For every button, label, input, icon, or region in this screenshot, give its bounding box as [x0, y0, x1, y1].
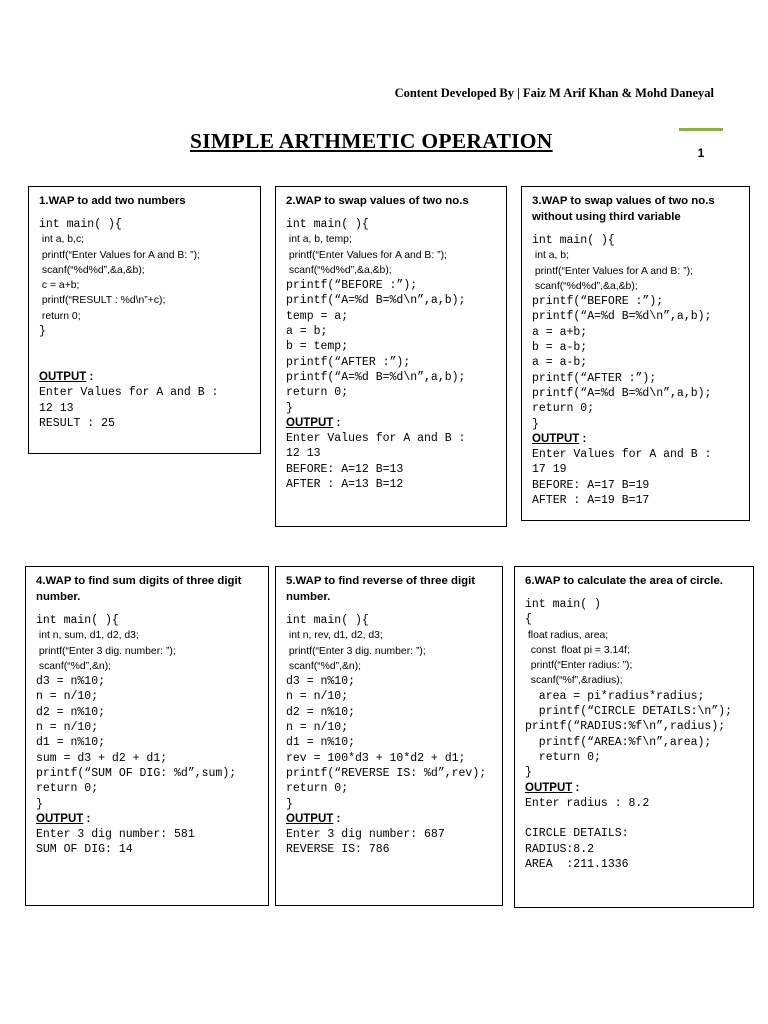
program-box-1	[28, 186, 261, 454]
content-credit: Content Developed By | Faiz M Arif Khan & Mohd Daneyal	[394, 86, 714, 100]
code-line	[39, 355, 252, 370]
code-line: printf(“BEFORE :”);	[532, 295, 664, 309]
code-line: return 0;	[525, 750, 601, 764]
code-line: }	[525, 766, 532, 780]
code-line: int a, b,c;	[39, 234, 85, 246]
program-box-4	[25, 566, 269, 906]
code-line: temp = a;	[286, 309, 349, 323]
program-box-2	[275, 186, 507, 527]
output-line: Enter 3 dig number: 687	[286, 828, 445, 842]
code-line: n = n/10;	[36, 721, 99, 735]
output-line: AFTER : A=19 B=17	[532, 494, 650, 508]
code-line: b = a-b;	[532, 341, 588, 355]
code-line: n = n/10;	[286, 690, 349, 704]
output-label-text: OUTPUT	[286, 416, 334, 429]
code-line: int main( ){	[532, 234, 615, 247]
code-line: scanf(“%d%d”,&a,&b);	[532, 280, 638, 292]
code-line: printf(“BEFORE :”);	[286, 279, 418, 293]
code-line: printf(“Enter radius: ”);	[525, 660, 633, 672]
code-line: printf(“A=%d B=%d\n”,a,b);	[286, 294, 466, 308]
page-number-rule	[679, 128, 723, 131]
code-line: int a, b, temp;	[286, 234, 352, 246]
code-line: printf(“Enter Values for A and B: ”);	[39, 249, 200, 261]
code-line: d3 = n%10;	[36, 675, 106, 689]
output-line: AREA :211.1336	[525, 858, 629, 872]
output-label-text: OUTPUT	[286, 812, 334, 825]
page-title: SIMPLE ARTHMETIC OPERATION	[190, 129, 553, 153]
output-label: OUTPUT :	[532, 432, 587, 445]
code-line: rev = 100*d3 + 10*d2 + d1;	[286, 751, 466, 765]
output-line: Enter 3 dig number: 581	[36, 828, 195, 842]
code-line: int main( ){	[36, 614, 119, 627]
output-line: RADIUS:8.2	[525, 842, 595, 856]
code-line: }	[532, 417, 539, 431]
program-box-5	[275, 566, 503, 906]
output-label-text: OUTPUT	[36, 812, 84, 825]
code-line: a = a-b;	[532, 356, 588, 370]
code-line: int a, b;	[532, 250, 569, 262]
program-heading: 5.WAP to find reverse of three digit number.	[286, 575, 476, 603]
code-line: printf(“A=%d B=%d\n”,a,b);	[532, 310, 712, 324]
code-line: return 0;	[39, 310, 81, 322]
output-line	[525, 811, 745, 826]
code-line: }	[286, 797, 293, 811]
code-line: printf(“RADIUS:%f\n”,radius);	[525, 720, 726, 734]
code-line: int n, sum, d1, d2, d3;	[36, 630, 139, 642]
code-line: scanf(“%d%d”,&a,&b);	[286, 264, 392, 276]
code-line: d2 = n%10;	[286, 705, 356, 719]
code-line: printf(“RESULT : %d\n”+c);	[39, 295, 166, 307]
code-line: printf(“AREA:%f\n”,area);	[525, 735, 712, 749]
code-line: scanf(“%f”,&radius);	[525, 675, 623, 687]
output-line: Enter Values for A and B :	[39, 386, 219, 400]
code-line: n = n/10;	[286, 721, 349, 735]
output-line: SUM OF DIG: 14	[36, 843, 133, 857]
code-line: a = a+b;	[532, 325, 588, 339]
code-line: d2 = n%10;	[36, 705, 106, 719]
code-line: printf(“A=%d B=%d\n”,a,b);	[532, 386, 712, 400]
code-line: int n, rev, d1, d2, d3;	[286, 630, 383, 642]
output-line: CIRCLE DETAILS:	[525, 827, 629, 841]
output-label-text: OUTPUT	[39, 370, 87, 383]
code-line: a = b;	[286, 325, 328, 339]
output-label: OUTPUT :	[525, 781, 580, 794]
code-line: printf(“SUM OF DIG: %d”,sum);	[36, 766, 237, 780]
page-number: 1	[697, 146, 705, 160]
code-line	[39, 339, 252, 354]
code-line: printf(“Enter Values for A and B: ”);	[286, 249, 447, 261]
code-line: n = n/10;	[36, 690, 99, 704]
program-box-3	[521, 186, 750, 521]
code-line: {	[525, 613, 532, 627]
code-line: printf(“Enter 3 dig. number: ”);	[286, 645, 426, 657]
output-line: RESULT : 25	[39, 416, 115, 430]
output-label-text: OUTPUT	[532, 432, 580, 445]
output-label: OUTPUT :	[39, 370, 94, 383]
code-line: return 0;	[36, 782, 99, 796]
code-line: scanf(“%d”,&n);	[36, 660, 112, 672]
code-line: const float pi = 3.14f;	[525, 644, 630, 656]
output-line: BEFORE: A=12 B=13	[286, 462, 404, 476]
code-line: scanf(“%d%d”,&a,&b);	[39, 264, 145, 276]
code-line: return 0;	[286, 782, 349, 796]
output-line: 12 13	[286, 447, 321, 461]
output-line: BEFORE: A=17 B=19	[532, 478, 650, 492]
program-heading: 3.WAP to swap values of two no.s without using third variable	[532, 195, 715, 223]
code-line: printf(“REVERSE IS: %d”,rev);	[286, 766, 487, 780]
output-line: Enter Values for A and B :	[286, 432, 466, 446]
code-line: area = pi*radius*radius;	[525, 689, 705, 703]
program-heading: 6.WAP to calculate the area of circle.	[525, 575, 723, 587]
output-label-text: OUTPUT	[525, 781, 573, 794]
code-line: }	[39, 325, 46, 339]
code-line: sum = d3 + d2 + d1;	[36, 751, 168, 765]
output-label: OUTPUT :	[286, 812, 341, 825]
code-line: scanf(“%d”,&n);	[286, 660, 362, 672]
program-heading: 2.WAP to swap values of two no.s	[286, 195, 469, 207]
code-line: printf(“Enter 3 dig. number: ”);	[36, 645, 176, 657]
code-line: int main( ){	[286, 614, 369, 627]
output-line: REVERSE IS: 786	[286, 843, 390, 857]
program-box-6	[514, 566, 754, 908]
code-line: d1 = n%10;	[286, 736, 356, 750]
program-heading: 1.WAP to add two numbers	[39, 195, 186, 207]
program-heading: 4.WAP to find sum digits of three digit number.	[36, 575, 242, 603]
code-line: printf(“A=%d B=%d\n”,a,b);	[286, 370, 466, 384]
code-line: b = temp;	[286, 340, 349, 354]
code-line: d3 = n%10;	[286, 675, 356, 689]
code-line: return 0;	[286, 386, 349, 400]
code-line: int main( ){	[286, 218, 369, 231]
output-line: Enter radius : 8.2	[525, 796, 650, 810]
code-line: }	[36, 797, 43, 811]
output-line: AFTER : A=13 B=12	[286, 478, 404, 492]
code-line: float radius, area;	[525, 629, 609, 641]
code-line: printf(“CIRCLE DETAILS:\n”);	[525, 705, 733, 719]
code-line: c = a+b;	[39, 280, 80, 292]
code-line: printf(“AFTER :”);	[532, 371, 657, 385]
output-line: 17 19	[532, 463, 567, 477]
code-line: return 0;	[532, 402, 595, 416]
code-line: int main( )	[525, 598, 601, 611]
output-label: OUTPUT :	[36, 812, 91, 825]
code-line: printf(“Enter Values for A and B: ”);	[532, 265, 693, 277]
output-line: 12 13	[39, 401, 74, 415]
code-line: printf(“AFTER :”);	[286, 355, 411, 369]
code-line: }	[286, 401, 293, 415]
output-label: OUTPUT :	[286, 416, 341, 429]
code-line: d1 = n%10;	[36, 736, 106, 750]
code-line: int main( ){	[39, 218, 122, 231]
output-line: Enter Values for A and B :	[532, 448, 712, 462]
